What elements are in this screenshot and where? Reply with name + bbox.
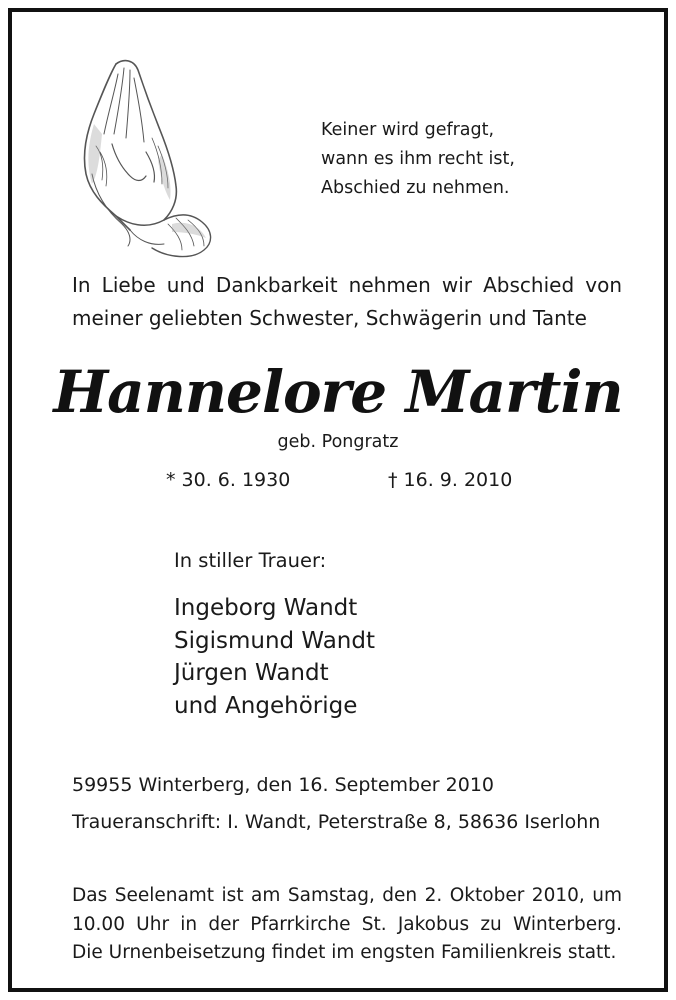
poem-line: wann es ihm recht ist,	[321, 149, 515, 169]
obituary-notice	[8, 8, 668, 992]
mourner-name: Jürgen Wandt	[174, 660, 329, 686]
deceased-name: Hannelore Martin	[53, 358, 623, 426]
service-notice	[72, 882, 622, 968]
notice-line: Die Urnenbeisetzung findet im engsten Familienkreis statt.	[72, 942, 617, 963]
intro-line: meiner geliebten Schwester, Schwägerin und Tante	[72, 306, 587, 330]
notice-line: 10.00 Uhr in der Pfarrkirche St. Jakobus zu Winterberg.	[72, 913, 622, 935]
praying-hands-icon	[72, 34, 232, 264]
poem-line: Abschied zu nehmen.	[321, 178, 510, 198]
mourner-name: Sigismund Wandt	[174, 627, 375, 654]
notice-line: Das Seelenamt ist am Samstag, den 2. Oktober 2010, um	[72, 885, 622, 906]
poem-verse	[321, 116, 515, 203]
mourner-name: und Angehörige	[174, 692, 358, 719]
intro-line: In Liebe und Dankbarkeit nehmen wir Abschied von	[72, 273, 622, 297]
mourners-label: In stiller Trauer:	[174, 549, 327, 572]
poem-line: Keiner wird gefragt,	[321, 120, 495, 140]
death-date: † 16. 9. 2010	[388, 469, 513, 491]
birth-date: * 30. 6. 1930	[166, 469, 291, 491]
mourning-address: Traueranschrift: I. Wandt, Peterstraße 8, 58636 Iserlohn	[72, 811, 601, 833]
mourner-name: Ingeborg Wandt	[174, 595, 358, 621]
mourners-list	[174, 592, 375, 722]
intro-text	[72, 269, 622, 335]
place-date: 59955 Winterberg, den 16. September 2010	[72, 774, 494, 796]
maiden-name: geb. Pongratz	[277, 432, 399, 452]
